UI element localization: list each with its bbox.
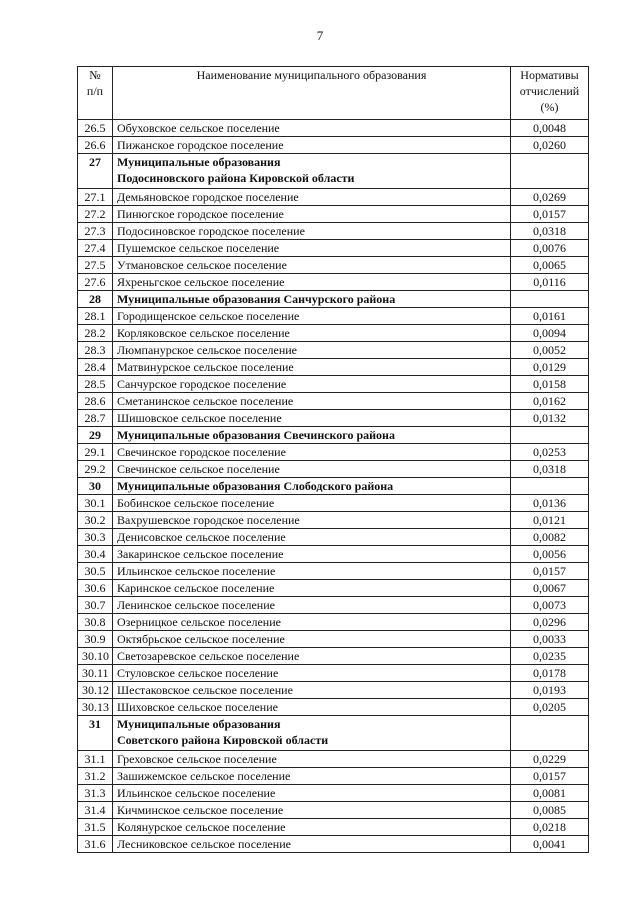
row-number: 30.2 xyxy=(78,512,113,529)
row-value: 0,0041 xyxy=(511,836,589,853)
section-value xyxy=(511,291,589,308)
row-name: Кичминское сельское поселение xyxy=(113,802,511,819)
row-value: 0,0218 xyxy=(511,819,589,836)
table-row xyxy=(78,240,589,257)
row-name: Пушемское сельское поселение xyxy=(113,240,511,257)
section-title xyxy=(113,716,511,751)
table-row xyxy=(78,410,589,427)
row-name: Каринское сельское поселение xyxy=(113,580,511,597)
row-number: 29.2 xyxy=(78,461,113,478)
row-value: 0,0132 xyxy=(511,410,589,427)
row-name: Бобинское сельское поселение xyxy=(113,495,511,512)
row-number: 27.5 xyxy=(78,257,113,274)
row-number: 31.2 xyxy=(78,768,113,785)
row-name: Денисовское сельское поселение xyxy=(113,529,511,546)
row-number: 27.2 xyxy=(78,206,113,223)
section-number: 28 xyxy=(78,291,113,308)
row-value: 0,0065 xyxy=(511,257,589,274)
table-row xyxy=(78,461,589,478)
row-name: Свечинское сельское поселение xyxy=(113,461,511,478)
section-title-line2: Советского района Кировской области xyxy=(117,733,329,747)
section-title-line1: Муниципальные образования xyxy=(117,155,281,169)
row-name: Греховское сельское поселение xyxy=(113,751,511,768)
section-number: 27 xyxy=(78,154,113,189)
row-value: 0,0136 xyxy=(511,495,589,512)
row-value: 0,0157 xyxy=(511,768,589,785)
row-number: 31.5 xyxy=(78,819,113,836)
section-number: 30 xyxy=(78,478,113,495)
table-row xyxy=(78,682,589,699)
row-name: Колянурское сельское поселение xyxy=(113,819,511,836)
row-name: Санчурское городское поселение xyxy=(113,376,511,393)
section-row xyxy=(78,478,589,495)
row-number: 28.6 xyxy=(78,393,113,410)
row-name: Люмпанурское сельское поселение xyxy=(113,342,511,359)
row-name: Лесниковское сельское поселение xyxy=(113,836,511,853)
row-name: Октябрьское сельское поселение xyxy=(113,631,511,648)
row-value: 0,0082 xyxy=(511,529,589,546)
row-name: Ильинское сельское поселение xyxy=(113,563,511,580)
table-row xyxy=(78,393,589,410)
row-name: Шишовское сельское поселение xyxy=(113,410,511,427)
row-name: Ильинское сельское поселение xyxy=(113,785,511,802)
table-row xyxy=(78,819,589,836)
row-number: 27.6 xyxy=(78,274,113,291)
row-value: 0,0158 xyxy=(511,376,589,393)
table-row xyxy=(78,495,589,512)
row-value: 0,0235 xyxy=(511,648,589,665)
section-row xyxy=(78,154,589,189)
row-value: 0,0094 xyxy=(511,325,589,342)
row-number: 30.6 xyxy=(78,580,113,597)
row-number: 28.1 xyxy=(78,308,113,325)
row-value: 0,0157 xyxy=(511,563,589,580)
row-name: Матвинурское сельское поселение xyxy=(113,359,511,376)
table-body xyxy=(78,120,589,853)
table-row xyxy=(78,631,589,648)
section-title-line1: Муниципальные образования Санчурского района xyxy=(117,292,396,306)
header-value-line2: отчислений xyxy=(519,84,580,98)
row-number: 29.1 xyxy=(78,444,113,461)
row-number: 31.1 xyxy=(78,751,113,768)
row-name: Подосиновское городское поселение xyxy=(113,223,511,240)
section-value xyxy=(511,427,589,444)
row-name: Вахрушевское городское поселение xyxy=(113,512,511,529)
row-number: 31.4 xyxy=(78,802,113,819)
section-title-line2: Подосиновского района Кировской области xyxy=(117,171,355,185)
table-row xyxy=(78,563,589,580)
table-row xyxy=(78,580,589,597)
row-name: Шиховское сельское поселение xyxy=(113,699,511,716)
table-row xyxy=(78,512,589,529)
row-value: 0,0161 xyxy=(511,308,589,325)
section-title-line1: Муниципальные образования xyxy=(117,717,281,731)
table-row xyxy=(78,768,589,785)
table-row xyxy=(78,444,589,461)
row-value: 0,0129 xyxy=(511,359,589,376)
row-name: Свечинское городское поселение xyxy=(113,444,511,461)
table-row xyxy=(78,597,589,614)
section-value xyxy=(511,478,589,495)
row-number: 27.3 xyxy=(78,223,113,240)
table-row xyxy=(78,529,589,546)
row-number: 26.6 xyxy=(78,137,113,154)
row-number: 28.5 xyxy=(78,376,113,393)
row-number: 30.12 xyxy=(78,682,113,699)
row-number: 27.1 xyxy=(78,189,113,206)
table-header xyxy=(78,67,589,120)
row-value: 0,0253 xyxy=(511,444,589,461)
row-value: 0,0033 xyxy=(511,631,589,648)
header-value xyxy=(511,67,589,120)
row-value: 0,0048 xyxy=(511,120,589,137)
row-number: 30.11 xyxy=(78,665,113,682)
header-value-line1: Нормативы xyxy=(520,68,579,82)
table-row xyxy=(78,751,589,768)
row-value: 0,0205 xyxy=(511,699,589,716)
row-name: Демьяновское городское поселение xyxy=(113,189,511,206)
header-number-line1: № xyxy=(89,68,101,82)
table-row xyxy=(78,359,589,376)
section-title xyxy=(113,427,511,444)
table-row xyxy=(78,665,589,682)
table-row xyxy=(78,120,589,137)
table-row xyxy=(78,342,589,359)
row-name: Городищенское сельское поселение xyxy=(113,308,511,325)
table-row xyxy=(78,546,589,563)
row-name: Утмановское сельское поселение xyxy=(113,257,511,274)
section-title-line1: Муниципальные образования Слободского района xyxy=(117,479,394,493)
row-value: 0,0076 xyxy=(511,240,589,257)
row-number: 28.7 xyxy=(78,410,113,427)
row-value: 0,0073 xyxy=(511,597,589,614)
row-value: 0,0056 xyxy=(511,546,589,563)
row-name: Корляковское сельское поселение xyxy=(113,325,511,342)
row-name: Сметанинское сельское поселение xyxy=(113,393,511,410)
section-title xyxy=(113,291,511,308)
section-value xyxy=(511,154,589,189)
table-row xyxy=(78,376,589,393)
row-name: Озерницкое сельское поселение xyxy=(113,614,511,631)
row-name: Ленинское сельское поселение xyxy=(113,597,511,614)
section-title xyxy=(113,154,511,189)
header-value-line3: (%) xyxy=(540,100,559,114)
row-name: Яхреньгское сельское поселение xyxy=(113,274,511,291)
header-number xyxy=(78,67,113,120)
row-number: 30.1 xyxy=(78,495,113,512)
table-row xyxy=(78,274,589,291)
row-number: 30.4 xyxy=(78,546,113,563)
row-number: 31.6 xyxy=(78,836,113,853)
row-number: 30.3 xyxy=(78,529,113,546)
section-number: 29 xyxy=(78,427,113,444)
row-name: Пижанское городское поселение xyxy=(113,137,511,154)
table-row xyxy=(78,189,589,206)
section-row xyxy=(78,716,589,751)
row-name: Зашижемское сельское поселение xyxy=(113,768,511,785)
row-value: 0,0121 xyxy=(511,512,589,529)
row-name: Пинюгское городское поселение xyxy=(113,206,511,223)
table-row xyxy=(78,614,589,631)
row-number: 30.9 xyxy=(78,631,113,648)
row-number: 28.4 xyxy=(78,359,113,376)
header-number-line2: п/п xyxy=(86,84,104,98)
row-number: 30.10 xyxy=(78,648,113,665)
norms-table xyxy=(77,66,589,853)
row-value: 0,0085 xyxy=(511,802,589,819)
row-value: 0,0116 xyxy=(511,274,589,291)
row-number: 28.3 xyxy=(78,342,113,359)
table-row xyxy=(78,308,589,325)
row-number: 30.13 xyxy=(78,699,113,716)
header-name: Наименование муниципального образования xyxy=(113,67,511,120)
table-row xyxy=(78,325,589,342)
table-row xyxy=(78,802,589,819)
row-value: 0,0260 xyxy=(511,137,589,154)
row-number: 27.4 xyxy=(78,240,113,257)
section-row xyxy=(78,291,589,308)
table-row xyxy=(78,648,589,665)
row-value: 0,0081 xyxy=(511,785,589,802)
row-number: 30.7 xyxy=(78,597,113,614)
row-number: 30.5 xyxy=(78,563,113,580)
row-value: 0,0193 xyxy=(511,682,589,699)
section-title xyxy=(113,478,511,495)
row-value: 0,0162 xyxy=(511,393,589,410)
row-value: 0,0318 xyxy=(511,223,589,240)
row-name: Шестаковское сельское поселение xyxy=(113,682,511,699)
row-number: 26.5 xyxy=(78,120,113,137)
table-row xyxy=(78,257,589,274)
row-value: 0,0318 xyxy=(511,461,589,478)
table-row xyxy=(78,137,589,154)
section-value xyxy=(511,716,589,751)
table-row xyxy=(78,223,589,240)
row-value: 0,0229 xyxy=(511,751,589,768)
row-value: 0,0296 xyxy=(511,614,589,631)
row-number: 28.2 xyxy=(78,325,113,342)
row-value: 0,0067 xyxy=(511,580,589,597)
row-value: 0,0052 xyxy=(511,342,589,359)
row-number: 30.8 xyxy=(78,614,113,631)
page-number: 7 xyxy=(316,28,324,43)
table-row xyxy=(78,699,589,716)
row-value: 0,0178 xyxy=(511,665,589,682)
row-value: 0,0269 xyxy=(511,189,589,206)
row-name: Светозаревское сельское поселение xyxy=(113,648,511,665)
table-row xyxy=(78,836,589,853)
row-number: 31.3 xyxy=(78,785,113,802)
table-row xyxy=(78,206,589,223)
row-value: 0,0157 xyxy=(511,206,589,223)
row-name: Закаринское сельское поселение xyxy=(113,546,511,563)
table-row xyxy=(78,785,589,802)
section-title-line1: Муниципальные образования Свечинского района xyxy=(117,428,395,442)
row-name: Обуховское сельское поселение xyxy=(113,120,511,137)
section-number: 31 xyxy=(78,716,113,751)
row-name: Стуловское сельское поселение xyxy=(113,665,511,682)
section-row xyxy=(78,427,589,444)
